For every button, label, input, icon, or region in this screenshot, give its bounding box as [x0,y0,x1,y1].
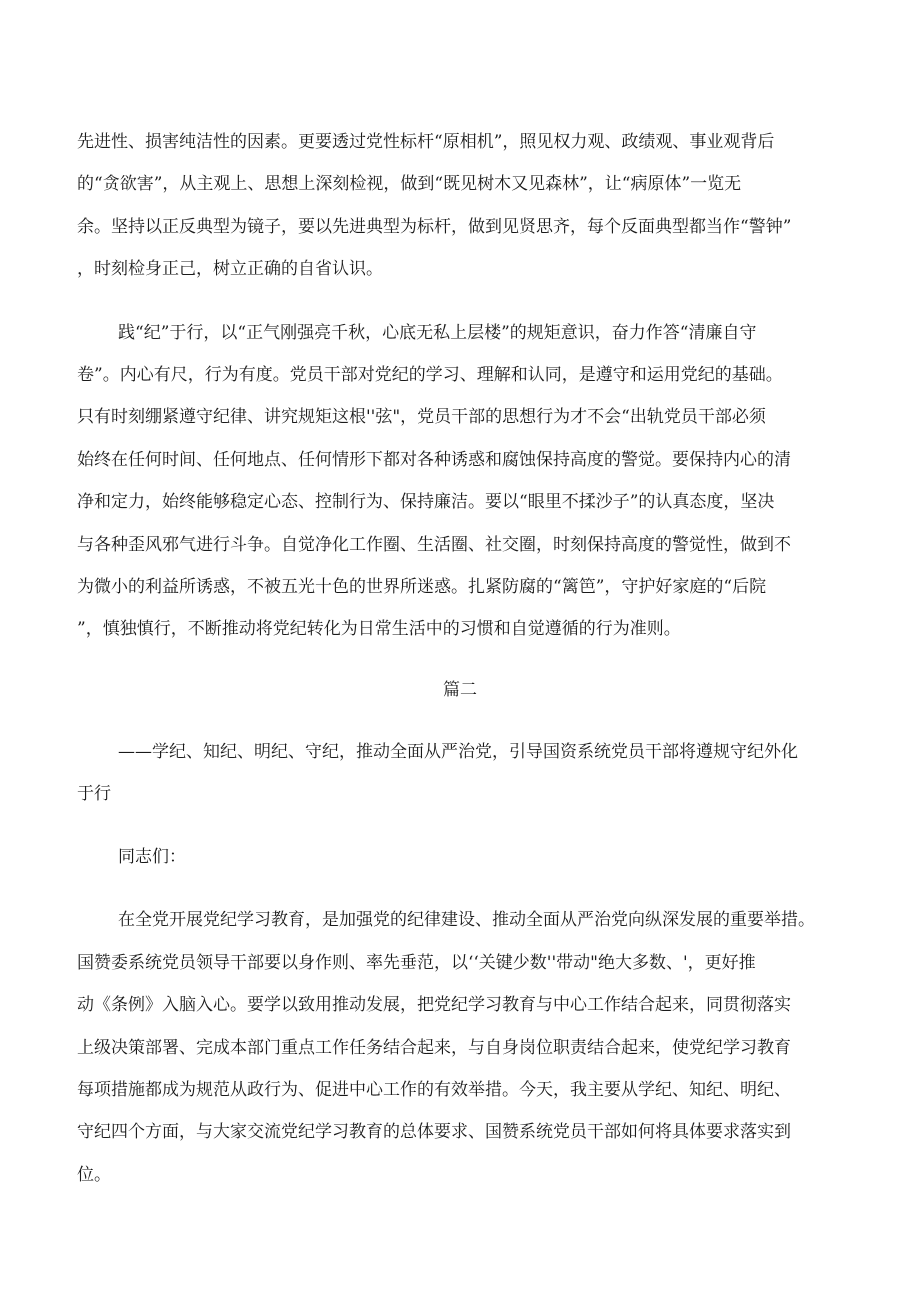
paragraph-line: 国赞委系统党员领导干部要以身作则、率先垂范，以‘‘关键少数''带动"绝大多数、'，更好推 [77,953,756,973]
paragraph-line: 的“贪欲害”，从主观上、思想上深刻检视，做到“既见树木又见森林”，让“病原体”一览无 [77,174,742,194]
paragraph-line: 动《条例》入脑入心。要学以致用推动发展，把党纪学习教育与中心工作结合起来，同贯彻落实 [77,995,791,1015]
paragraph-line: 与各种歪风邪气进行斗争。自觉净化工作圈、生活圈、社交圈，时刻保持高度的警觉性，做到不 [77,535,791,555]
paragraph-line: 每项措施都成为规范从政行为、促进中心工作的有效举措。今天，我主要从学纪、知纪、明纪、 [77,1080,791,1100]
section-title: 篇二 [443,680,477,700]
paragraph-line: 为微小的利益所诱惑，不被五光十色的世界所迷惑。扎紧防腐的“篱笆”，守护好家庭的“后院 [77,577,767,597]
paragraph-line: ”，慎独慎行，不断推动将党纪转化为日常生活中的习惯和自觉遵循的行为准则。 [77,619,681,639]
paragraph-line: 上级决策部署、完成本部门重点工作任务结合起来，与自身岗位职责结合起来，使党纪学习教育 [77,1038,791,1058]
subtitle-line: 于行 [77,784,111,804]
paragraph-line: 净和定力，始终能够稳定心态、控制行为、保持廉洁。要以“眼里不揉沙子”的认真态度，坚决 [77,492,775,512]
paragraph-line: 卷”。内心有尺，行为有度。党员干部对党纪的学习、理解和认同，是遵守和运用党纪的基础。 [77,365,783,385]
paragraph-line: 始终在任何时间、任何地点、任何情形下都对各种诱惑和腐蚀保持高度的警觉。要保持内心的清 [77,450,791,470]
paragraph-line: 先进性、损害纯洁性的因素。更要透过党性标杆“原相机”，照见权力观、政绩观、事业观背后 [77,132,775,152]
paragraph-line: 在全党开展党纪学习教育，是加强党的纪律建设、推动全面从严治党向纵深发展的重要举措。 [118,910,815,930]
paragraph-line: 只有时刻绷紧遵守纪律、讲究规矩这根''弦"，党员干部的思想行为才不会“出轨党员干部必须 [77,407,766,427]
paragraph-line: 践“纪”于行，以“正气刚强亮千秋，心底无私上层楼”的规矩意识，奋力作答“清廉自守 [118,323,757,343]
paragraph-line: 守纪四个方面，与大家交流党纪学习教育的总体要求、国赞系统党员干部如何将具体要求落实到 [77,1122,791,1142]
salutation: 同志们： [118,847,186,867]
paragraph-line: ，时刻检身正己，树立正确的自省认识。 [77,259,383,279]
paragraph-line: 位。 [77,1165,111,1185]
paragraph-line: 余。坚持以正反典型为镜子，要以先进典型为标杆，做到见贤思齐，每个反面典型都当作“警钟” [77,217,792,237]
subtitle-line: ——学纪、知纪、明纪、守纪，推动全面从严治党，引导国资系统党员干部将遵规守纪外化 [118,742,798,762]
